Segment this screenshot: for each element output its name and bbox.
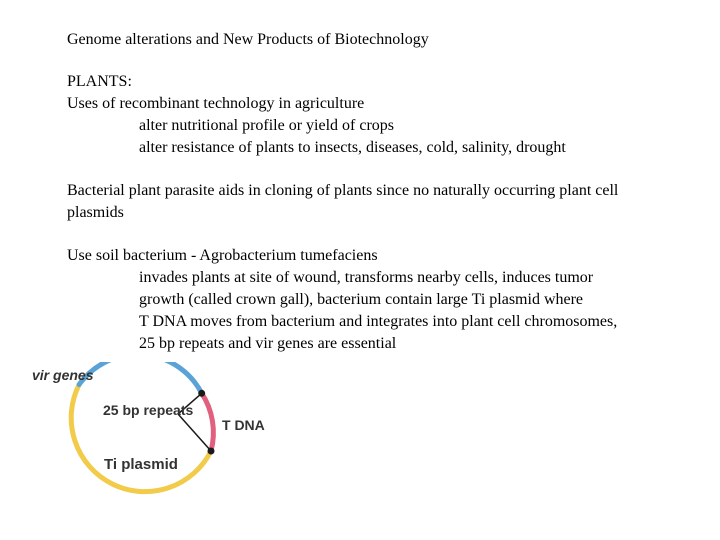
uses-heading: Uses of recombinant technology in agriculture (67, 95, 365, 112)
repeat-pointer-line (178, 414, 211, 451)
vir-genes-label: vir genes (32, 367, 94, 383)
uses-item: alter resistance of plants to insects, diseases, cold, salinity, drought (139, 139, 566, 156)
plasmid-backbone-arc (71, 385, 211, 492)
bacterial-parasite-line: plasmids (67, 204, 124, 221)
repeat-marker (208, 448, 215, 455)
agrobacterium-detail: 25 bp repeats and vir genes are essential (139, 335, 397, 352)
ti-plasmid-diagram (28, 362, 288, 540)
ti-plasmid-label: Ti plasmid (104, 456, 178, 473)
t-dna-label: T DNA (222, 417, 265, 433)
agrobacterium-detail: growth (called crown gall), bacterium contain large Ti plasmid where (139, 291, 584, 308)
agrobacterium-heading: Use soil bacterium - Agrobacterium tumefaciens (67, 247, 378, 264)
repeats-label: 25 bp repeats (103, 402, 194, 418)
repeat-marker (198, 390, 205, 397)
slide-title: Genome alterations and New Products of Biotechnology (67, 31, 429, 48)
agrobacterium-detail: T DNA moves from bacterium and integrates into plant cell chromosomes, (139, 313, 618, 330)
plants-heading: PLANTS: (67, 73, 132, 90)
bacterial-parasite-line: Bacterial plant parasite aids in cloning of plants since no naturally occurring plant cell (67, 182, 619, 199)
uses-item: alter nutritional profile or yield of crops (139, 117, 395, 134)
vir-genes-segment (79, 362, 202, 393)
agrobacterium-detail: invades plants at site of wound, transforms nearby cells, induces tumor (139, 269, 594, 286)
